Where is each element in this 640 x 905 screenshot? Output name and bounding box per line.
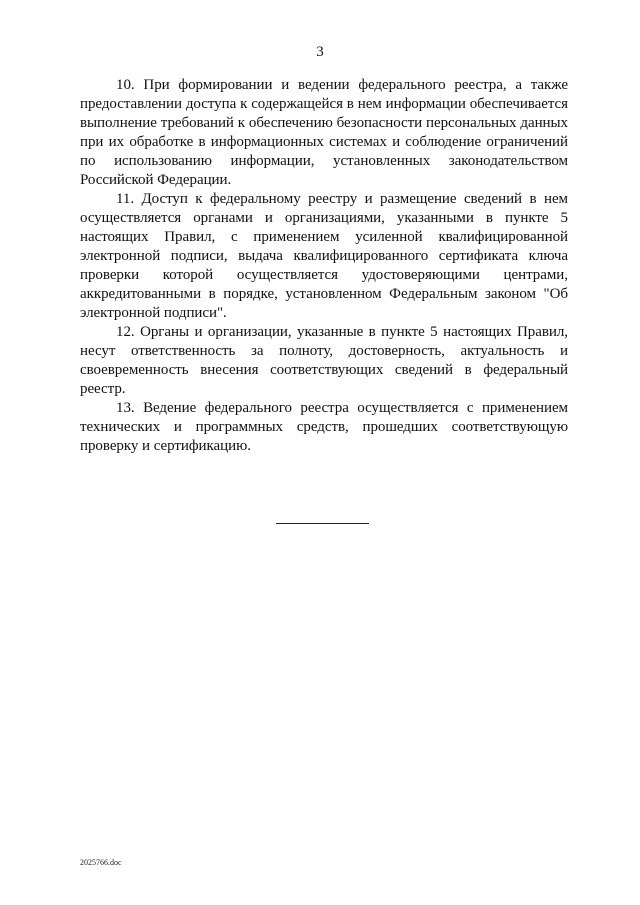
paragraph-13: 13. Ведение федерального реестра осуществляется с применением технических и программных средств, прошедших соответствующую проверку и сертификацию. bbox=[80, 400, 568, 454]
paragraph-11: 11. Доступ к федеральному реестру и размещение сведений в нем осуществляется органами и организациями, указанными в пункте 5 настоящих Правил, с применением усиленной квалифицированной электронной подписи, выдача квалифицированного сертификата ключа проверки которой осуществляется удостоверяющими центрами, аккредитованными в порядке, установленном Федеральным законом "Об электронной подписи". bbox=[80, 191, 568, 321]
paragraph-12: 12. Органы и организации, указанные в пункте 5 настоящих Правил, несут ответственность за полноту, достоверность, актуальность и своевременность внесения соответствующих сведений в федеральный реестр. bbox=[80, 324, 568, 397]
page-number: 3 bbox=[316, 44, 324, 60]
document-body bbox=[80, 76, 568, 456]
end-of-text-divider bbox=[276, 523, 369, 524]
footer-filename: 2025766.doc bbox=[80, 858, 122, 867]
paragraph-10: 10. При формировании и ведении федерального реестра, а также предоставлении доступа к содержащейся в нем информации обеспечивается выполнение требований к обеспечению безопасности персональных данных при их обработке в информационных системах и соблюдение ограничений по использованию информации, установленных законодательством Российской Федерации. bbox=[80, 77, 568, 188]
